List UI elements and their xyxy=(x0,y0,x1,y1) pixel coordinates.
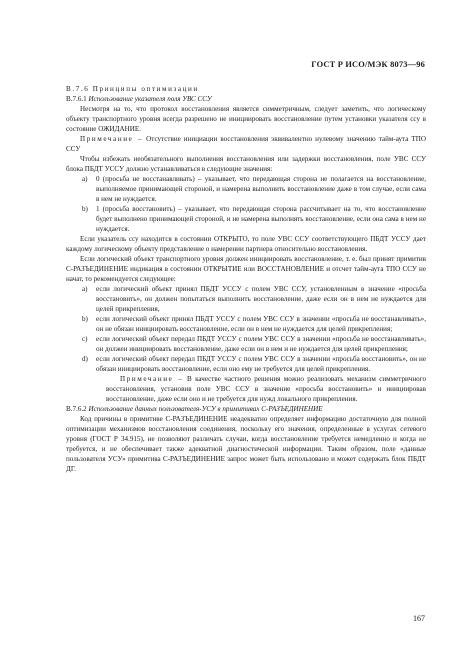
section-heading: В.7.6 Принципы оптимизации xyxy=(66,85,199,93)
list-2-item-d xyxy=(66,354,426,374)
list-2-item-a-text: если логический объект принял ПБДТ УССУ с полем УВС ССУ, установленным в значение «просьба восстановить», он должен попытаться выполнить восстановление, даже если он в нем не нуждается для целей прикрепления, xyxy=(96,285,426,313)
list-2-item-c-marker: с) xyxy=(82,335,88,343)
note-2-text: В качестве частного решения можно реализовать механизм симметричного восстановления, установив поле УВС ССУ в значение «просьба восстановить» и инициировав восстановление, даже если оно и не требуется для нужд локального прикрепления. xyxy=(106,375,427,403)
list-1-item-b xyxy=(66,204,426,234)
paragraph-1: Несмотря на то, что протокол восстановления является симметричным, следует заметить, что логическому объекту транспортного уровня всегда разрешено не инициировать восстановление путем установки указателя ссу в состояние ОЖИДАНИЕ. xyxy=(66,105,426,133)
list-1-item-a-marker: а) xyxy=(82,175,88,183)
list-1-item-a xyxy=(66,174,426,204)
list-2-item-a xyxy=(66,284,426,314)
subsection-2-heading xyxy=(66,404,426,414)
list-2-item-b-text: если логический объект принял ПБДТ УССУ с полем УВС ССУ в значении «просьба не восстанавливать», он не обязан инициировать восстановление, если он в нем не нуждается для целей прикрепления; xyxy=(96,315,426,333)
list-1-item-b-text: 1 (просьба восстановить) – указывает, что передающая сторона рассчитывает на то, что восстановление будет выполнено принимающей стороной, и не намерена выполнять восстановление, если она сама в нем не нуждается. xyxy=(96,205,426,233)
subsection-2-number: В.7.6.2 xyxy=(66,405,87,413)
document-body xyxy=(66,84,426,474)
paragraph-5: Код причины в примитиве С-РАЗЪЕДИНЕНИЕ неадекватно определяет информацию достаточную для полной оптимизации механизмов восстановления соединения, поскольку его значения, определенные в услугах сетевого уровня (ГОСТ Р 34.915), не позволяют различать случаи, когда восстановление требуется немедленно и когда не требуется, и не обеспечивает также адекватной диагностической информации. Таким образом, поле «данные пользователя УСУ» примитива С-РАЗЪЕДИНЕНИЕ запрос может быть использовано и может содержать блок ПБДТ ДГ. xyxy=(66,415,426,473)
document-header: ГОСТ Р ИСО/МЭК 8073—96 xyxy=(311,60,425,69)
list-1-item-b-marker: b) xyxy=(82,205,88,213)
subsection-2-title: Использование данных пользователя-УСУ в примитивах С-РАЗЪЕДИНЕНИЕ xyxy=(88,405,323,413)
list-1-item-a-text: 0 (просьба не восстанавливать) – указывает, что передающая сторона не полагается на восстановление, выполняемое принимающей стороной, и намерена выполнить восстановление даже в том случае, если сама в нем не нуждается. xyxy=(96,175,426,203)
note-2-label: Примечание – xyxy=(120,375,184,383)
list-2-item-d-text: если логический объект передал ПБДТ УССУ с полем УВС ССУ в значении «просьба восстановить», он не обязан инициировать восстановление, если оно ему не требуется для целей прикрепления. xyxy=(96,355,426,373)
paragraph-3: Если указатель ссу находится в состоянии ОТКРЫТО, то поле УВС ССУ соответствующего ПБДТ УССУ дает каждому логическому объекту представление о намерении партнера относительно восстановления. xyxy=(66,235,426,253)
paragraph-4: Если логический объект транспортного уровня должен инициировать восстановление, т. е. был принят примитив С-РАЗЪЕДИНЕНИЕ индикация в состоянии ОТКРЫТИЕ или ВОССТАНОВЛЕНИЕ и отсчет тайм-аута ТПО ССУ не начат, то рекомендуется следующее: xyxy=(66,255,426,283)
subsection-1-title: Использование указателя поля УВС ССУ xyxy=(88,95,212,103)
list-2-item-b xyxy=(66,314,426,334)
subsection-1-number: В.7.6.1 xyxy=(66,95,87,103)
list-2-item-c-text: если логический объект передал ПБДТ УССУ с полем УВС ССУ в значении «просьба не восстанавливать», он должен инициировать восстановление, даже если он в нем и не нуждается для целей прикрепления; xyxy=(96,335,426,353)
note-1-label: Примечание – xyxy=(80,135,144,143)
note-1-text: Отсутствие инициации восстановления эквивалентно нулевому значению тайм-аута ТПО ССУ xyxy=(66,135,426,153)
note-1 xyxy=(66,134,426,154)
page-number: 167 xyxy=(413,614,425,623)
list-2-item-c xyxy=(66,334,426,354)
note-2 xyxy=(66,374,426,404)
subsection-1-heading xyxy=(66,94,426,104)
list-2-item-b-marker: b) xyxy=(82,315,88,323)
list-2-item-d-marker: d) xyxy=(82,355,88,363)
list-2-item-a-marker: а) xyxy=(82,285,88,293)
paragraph-2: Чтобы избежать необязательного выполнения восстановления или задержки восстановления, поле УВС ССУ блока ПБДТ УССУ должно устанавливаться в следующие значения: xyxy=(66,155,426,173)
